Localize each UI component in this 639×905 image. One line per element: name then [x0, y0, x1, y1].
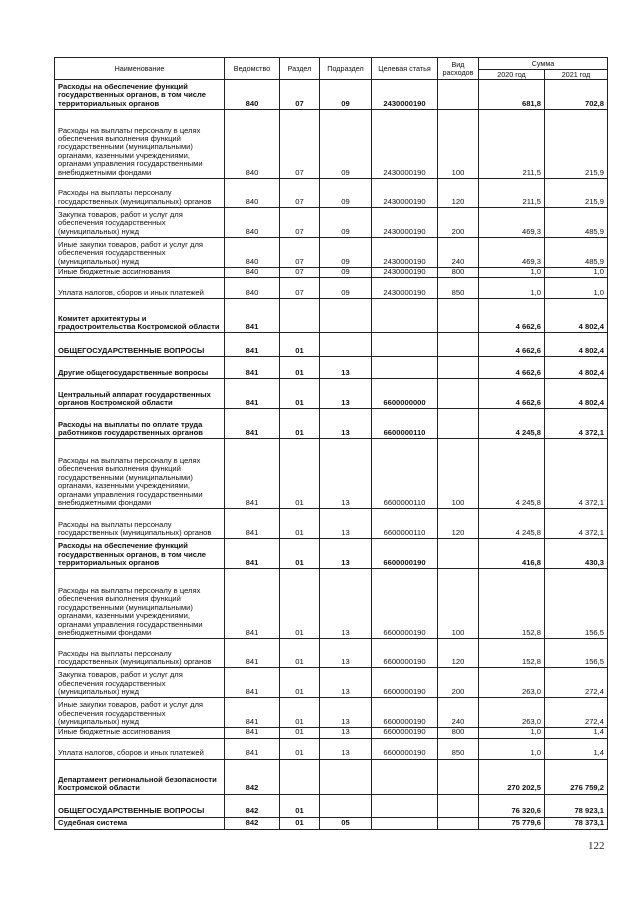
row-sum-2020: 211,5 [479, 179, 545, 208]
row-vid: 120 [438, 639, 479, 668]
row-target: 6600000110 [372, 409, 438, 439]
row-vedomstvo: 841 [225, 379, 280, 409]
row-sum-2021: 215,9 [545, 110, 608, 179]
table-row [55, 409, 608, 439]
table-row [55, 80, 608, 110]
row-razdel: 01 [280, 569, 320, 639]
row-name: Расходы на выплаты по оплате труда работников государственных органов [55, 409, 225, 439]
table-row [55, 179, 608, 208]
row-vid: 800 [438, 728, 479, 738]
row-sum-2020: 1,0 [479, 278, 545, 299]
row-razdel [280, 299, 320, 333]
row-vedomstvo: 840 [225, 110, 280, 179]
table-row [55, 509, 608, 539]
row-sum-2020: 4 662,6 [479, 357, 545, 379]
row-vid [438, 80, 479, 110]
row-vid [438, 817, 479, 829]
row-target [372, 299, 438, 333]
row-sum-2020: 1,0 [479, 728, 545, 738]
row-razdel: 01 [280, 439, 320, 509]
row-sum-2021: 1,0 [545, 278, 608, 299]
row-podrazdel: 09 [320, 179, 372, 208]
table-row [55, 794, 608, 817]
row-sum-2021: 4 802,4 [545, 299, 608, 333]
row-sum-2020: 1,0 [479, 268, 545, 278]
row-sum-2020: 270 202,5 [479, 759, 545, 794]
row-razdel: 01 [280, 794, 320, 817]
row-podrazdel: 05 [320, 817, 372, 829]
row-vid [438, 409, 479, 439]
row-sum-2021: 78 923,1 [545, 794, 608, 817]
row-target: 2430000190 [372, 238, 438, 268]
row-name: Иные бюджетные ассигнования [55, 728, 225, 738]
col-header-2020: 2020 год [479, 70, 545, 80]
row-sum-2021: 78 373,1 [545, 817, 608, 829]
row-podrazdel [320, 333, 372, 357]
row-vedomstvo: 840 [225, 179, 280, 208]
row-vid: 100 [438, 569, 479, 639]
table-row [55, 668, 608, 698]
row-razdel: 07 [280, 268, 320, 278]
table-row [55, 333, 608, 357]
row-name: ОБЩЕГОСУДАРСТВЕННЫЕ ВОПРОСЫ [55, 794, 225, 817]
row-target: 6600000190 [372, 539, 438, 569]
row-sum-2021: 4 372,1 [545, 509, 608, 539]
row-sum-2021: 156,5 [545, 569, 608, 639]
col-header-podrazdel: Подраздел [320, 58, 372, 80]
row-sum-2021: 156,5 [545, 639, 608, 668]
row-name: ОБЩЕГОСУДАРСТВЕННЫЕ ВОПРОСЫ [55, 333, 225, 357]
row-vid: 800 [438, 268, 479, 278]
row-vid [438, 299, 479, 333]
table-row [55, 539, 608, 569]
row-podrazdel: 09 [320, 278, 372, 299]
table-row [55, 110, 608, 179]
row-razdel: 01 [280, 728, 320, 738]
row-target: 6600000190 [372, 698, 438, 728]
row-target: 6600000190 [372, 639, 438, 668]
row-sum-2021: 702,8 [545, 80, 608, 110]
row-sum-2020: 75 779,6 [479, 817, 545, 829]
row-vedomstvo: 841 [225, 639, 280, 668]
row-podrazdel: 09 [320, 80, 372, 110]
table-row [55, 569, 608, 639]
row-target: 6600000190 [372, 728, 438, 738]
row-sum-2020: 211,5 [479, 110, 545, 179]
table-row [55, 208, 608, 238]
row-podrazdel: 13 [320, 379, 372, 409]
row-razdel: 07 [280, 80, 320, 110]
row-name: Расходы на выплаты персоналу в целях обеспечения выполнения функций государственными (муниципальными) органами, казенными учреждениями, органами управления государственными внебюджетными фондами [55, 110, 225, 179]
col-header-2021: 2021 год [545, 70, 608, 80]
row-sum-2020: 4 245,8 [479, 409, 545, 439]
row-razdel: 01 [280, 409, 320, 439]
row-podrazdel: 09 [320, 208, 372, 238]
row-razdel: 01 [280, 333, 320, 357]
table-row [55, 698, 608, 728]
row-vid [438, 794, 479, 817]
row-sum-2021: 1,0 [545, 268, 608, 278]
row-vid: 200 [438, 208, 479, 238]
col-header-name: Наименование [55, 58, 225, 80]
row-podrazdel: 13 [320, 539, 372, 569]
row-sum-2020: 4 662,6 [479, 299, 545, 333]
table-row [55, 817, 608, 829]
table-row [55, 268, 608, 278]
row-vid: 120 [438, 509, 479, 539]
row-sum-2020: 152,8 [479, 569, 545, 639]
row-name: Комитет архитектуры и градостроительства Костромской области [55, 299, 225, 333]
row-target: 6600000110 [372, 509, 438, 539]
row-podrazdel: 13 [320, 698, 372, 728]
row-vedomstvo: 841 [225, 299, 280, 333]
table-row [55, 379, 608, 409]
row-sum-2021: 215,9 [545, 179, 608, 208]
row-target [372, 794, 438, 817]
row-sum-2021: 272,4 [545, 698, 608, 728]
row-name: Департамент региональной безопасности Костромской области [55, 759, 225, 794]
row-podrazdel [320, 299, 372, 333]
table-body [55, 80, 608, 830]
row-razdel: 07 [280, 179, 320, 208]
row-sum-2021: 1,4 [545, 738, 608, 759]
row-target [372, 759, 438, 794]
row-razdel: 01 [280, 698, 320, 728]
row-vedomstvo: 840 [225, 238, 280, 268]
row-vedomstvo: 841 [225, 509, 280, 539]
row-vedomstvo: 840 [225, 80, 280, 110]
row-name: Расходы на выплаты персоналу государственных (муниципальных) органов [55, 509, 225, 539]
col-header-vid: Вид расходов [438, 58, 479, 80]
row-sum-2020: 263,0 [479, 668, 545, 698]
row-name: Центральный аппарат государственных органов Костромской области [55, 379, 225, 409]
row-podrazdel: 13 [320, 728, 372, 738]
row-name: Иные бюджетные ассигнования [55, 268, 225, 278]
row-name: Расходы на обеспечение функций государственных органов, в том числе территориальных органов [55, 80, 225, 110]
col-header-razdel: Раздел [280, 58, 320, 80]
row-name: Расходы на выплаты персоналу государственных (муниципальных) органов [55, 639, 225, 668]
row-razdel: 01 [280, 639, 320, 668]
row-vedomstvo: 841 [225, 569, 280, 639]
row-podrazdel: 09 [320, 268, 372, 278]
row-sum-2020: 469,3 [479, 238, 545, 268]
header-row [55, 58, 608, 70]
row-target: 2430000190 [372, 278, 438, 299]
row-target: 2430000190 [372, 110, 438, 179]
row-name: Иные закупки товаров, работ и услуг для обеспечения государственных (муниципальных) нужд [55, 238, 225, 268]
row-name: Уплата налогов, сборов и иных платежей [55, 278, 225, 299]
row-sum-2020: 263,0 [479, 698, 545, 728]
row-podrazdel [320, 794, 372, 817]
row-podrazdel: 13 [320, 639, 372, 668]
row-target: 6600000190 [372, 569, 438, 639]
row-podrazdel: 13 [320, 439, 372, 509]
row-name: Иные закупки товаров, работ и услуг для обеспечения государственных (муниципальных) нужд [55, 698, 225, 728]
row-target: 2430000190 [372, 80, 438, 110]
row-vedomstvo: 841 [225, 698, 280, 728]
page-number: 122 [588, 840, 605, 852]
row-vid: 100 [438, 439, 479, 509]
row-sum-2020: 4 662,6 [479, 333, 545, 357]
row-target [372, 817, 438, 829]
row-sum-2020: 4 245,8 [479, 439, 545, 509]
row-razdel: 01 [280, 379, 320, 409]
row-vedomstvo: 840 [225, 208, 280, 238]
row-razdel: 07 [280, 278, 320, 299]
row-vedomstvo: 841 [225, 738, 280, 759]
row-podrazdel: 09 [320, 110, 372, 179]
row-sum-2020: 152,8 [479, 639, 545, 668]
row-sum-2021: 4 802,4 [545, 379, 608, 409]
table-row [55, 728, 608, 738]
row-target: 2430000190 [372, 179, 438, 208]
row-podrazdel: 13 [320, 738, 372, 759]
table-row [55, 639, 608, 668]
table-row [55, 439, 608, 509]
table-row [55, 738, 608, 759]
row-vid: 240 [438, 238, 479, 268]
row-podrazdel: 09 [320, 238, 372, 268]
col-header-vedomstvo: Ведомство [225, 58, 280, 80]
row-vedomstvo: 840 [225, 278, 280, 299]
row-sum-2020: 4 245,8 [479, 509, 545, 539]
row-target [372, 333, 438, 357]
row-vedomstvo: 842 [225, 817, 280, 829]
row-sum-2021: 272,4 [545, 668, 608, 698]
row-vid: 240 [438, 698, 479, 728]
row-vedomstvo: 841 [225, 409, 280, 439]
row-sum-2021: 1,4 [545, 728, 608, 738]
row-sum-2020: 1,0 [479, 738, 545, 759]
row-name: Закупка товаров, работ и услуг для обеспечения государственных (муниципальных) нужд [55, 668, 225, 698]
col-header-summa: Сумма [479, 58, 608, 70]
row-name: Расходы на выплаты персоналу в целях обеспечения выполнения функций государственными (муниципальными) органами, казенными учреждениями, органами управления государственными внебюджетными фондами [55, 439, 225, 509]
table-row [55, 299, 608, 333]
col-header-target: Целевая статья [372, 58, 438, 80]
row-name: Другие общегосударственные вопросы [55, 357, 225, 379]
row-target: 2430000190 [372, 268, 438, 278]
row-sum-2020: 76 320,6 [479, 794, 545, 817]
row-razdel: 01 [280, 738, 320, 759]
row-sum-2021: 4 802,4 [545, 357, 608, 379]
row-vedomstvo: 840 [225, 268, 280, 278]
row-vid [438, 379, 479, 409]
row-razdel: 01 [280, 817, 320, 829]
row-vid [438, 539, 479, 569]
row-sum-2021: 4 802,4 [545, 333, 608, 357]
row-podrazdel: 13 [320, 569, 372, 639]
row-vid [438, 333, 479, 357]
row-razdel: 07 [280, 110, 320, 179]
row-target: 6600000000 [372, 379, 438, 409]
row-sum-2021: 430,3 [545, 539, 608, 569]
row-razdel: 01 [280, 539, 320, 569]
row-name: Расходы на выплаты персоналу государственных (муниципальных) органов [55, 179, 225, 208]
row-target: 6600000190 [372, 738, 438, 759]
row-target: 6600000110 [372, 439, 438, 509]
row-razdel: 01 [280, 509, 320, 539]
row-razdel: 01 [280, 668, 320, 698]
row-vedomstvo: 841 [225, 357, 280, 379]
table-row [55, 278, 608, 299]
row-vid [438, 357, 479, 379]
row-vid: 850 [438, 278, 479, 299]
row-sum-2020: 4 662,6 [479, 379, 545, 409]
row-razdel: 07 [280, 208, 320, 238]
row-name: Закупка товаров, работ и услуг для обеспечения государственных (муниципальных) нужд [55, 208, 225, 238]
row-sum-2021: 4 372,1 [545, 409, 608, 439]
table-row [55, 238, 608, 268]
row-target: 6600000190 [372, 668, 438, 698]
row-razdel: 07 [280, 238, 320, 268]
row-razdel: 01 [280, 357, 320, 379]
row-sum-2021: 4 372,1 [545, 439, 608, 509]
table-row [55, 357, 608, 379]
row-target: 2430000190 [372, 208, 438, 238]
row-podrazdel [320, 759, 372, 794]
row-vedomstvo: 841 [225, 539, 280, 569]
row-vedomstvo: 841 [225, 439, 280, 509]
row-vid [438, 759, 479, 794]
row-name: Расходы на выплаты персоналу в целях обеспечения выполнения функций государственными (муниципальными) органами, казенными учреждениями, органами управления государственными внебюджетными фондами [55, 569, 225, 639]
row-target [372, 357, 438, 379]
row-vid: 120 [438, 179, 479, 208]
row-podrazdel: 13 [320, 509, 372, 539]
row-sum-2020: 416,8 [479, 539, 545, 569]
budget-table [54, 57, 608, 830]
row-sum-2021: 485,9 [545, 238, 608, 268]
row-razdel [280, 759, 320, 794]
row-name: Судебная система [55, 817, 225, 829]
row-sum-2020: 469,3 [479, 208, 545, 238]
row-sum-2021: 485,9 [545, 208, 608, 238]
row-vid: 100 [438, 110, 479, 179]
row-vid: 200 [438, 668, 479, 698]
row-name: Уплата налогов, сборов и иных платежей [55, 738, 225, 759]
row-name: Расходы на обеспечение функций государственных органов, в том числе территориальных органов [55, 539, 225, 569]
row-sum-2021: 276 759,2 [545, 759, 608, 794]
row-sum-2020: 681,8 [479, 80, 545, 110]
table-row [55, 759, 608, 794]
row-vedomstvo: 842 [225, 759, 280, 794]
row-vid: 850 [438, 738, 479, 759]
row-podrazdel: 13 [320, 357, 372, 379]
row-vedomstvo: 842 [225, 794, 280, 817]
row-vedomstvo: 841 [225, 333, 280, 357]
row-podrazdel: 13 [320, 409, 372, 439]
row-podrazdel: 13 [320, 668, 372, 698]
row-vedomstvo: 841 [225, 728, 280, 738]
row-vedomstvo: 841 [225, 668, 280, 698]
